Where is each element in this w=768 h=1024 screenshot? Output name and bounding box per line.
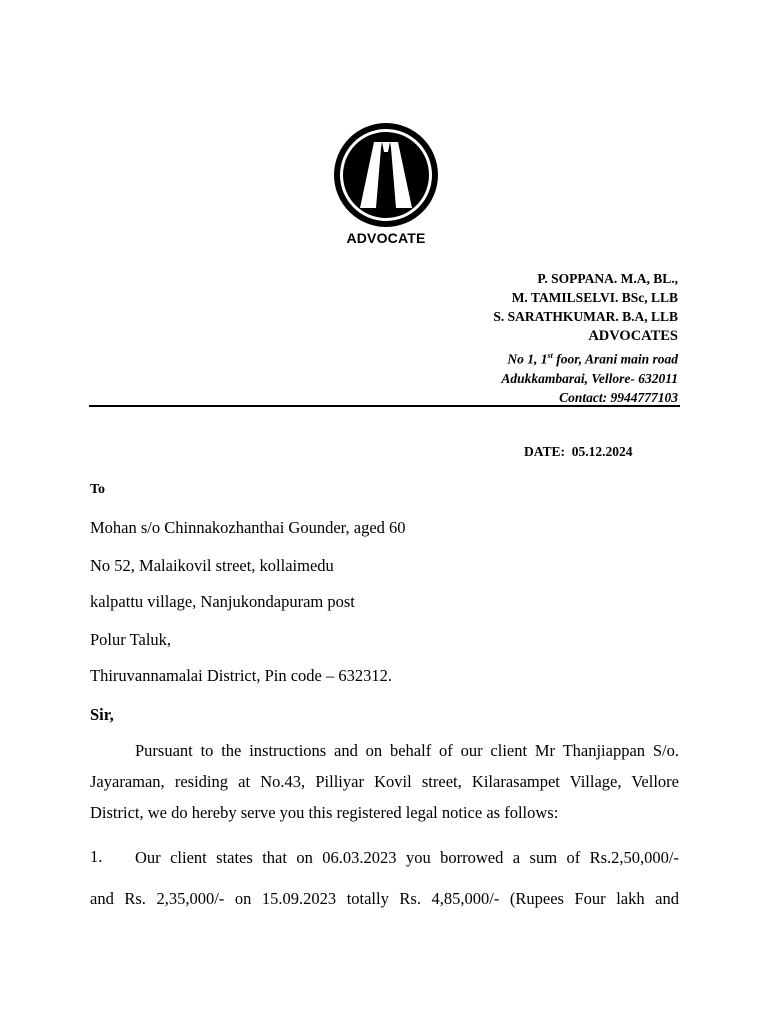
advocate-name-2: M. TAMILSELVI. BSc, LLB xyxy=(511,290,678,306)
recipient-line-5: Thiruvannamalai District, Pin code – 632312. xyxy=(90,666,392,685)
salutation: Sir, xyxy=(90,705,114,724)
intro-line-3: District, we do hereby serve you this registered legal notice as follows: xyxy=(90,803,559,822)
to-label: To xyxy=(90,482,106,497)
point-1-line-2: and Rs. 2,35,000/- on 15.09.2023 totally Rs. 4,85,000/- (Rupees Four lakh and xyxy=(90,889,679,908)
logo-label: ADVOCATE xyxy=(346,230,426,246)
letterhead-divider xyxy=(89,405,680,407)
letterhead xyxy=(493,269,678,407)
recipient-line-1: Mohan s/o Chinnakozhanthai Gounder, aged 60 xyxy=(90,518,406,537)
recipient-line-3: kalpattu village, Nanjukondapuram post xyxy=(90,592,355,611)
date-value: 05.12.2024 xyxy=(571,444,633,459)
advocate-robe-emblem-icon xyxy=(330,122,442,228)
point-1-paragraph xyxy=(90,842,679,914)
advocate-logo xyxy=(330,122,442,252)
point-1-line-1: Our client states that on 06.03.2023 you borrowed a sum of Rs.2,50,000/- xyxy=(135,848,679,867)
intro-line-2: Jayaraman, residing at No.43, Pilliyar Kovil street, Kilarasampet Village, Vellore xyxy=(90,772,679,791)
intro-paragraph xyxy=(90,735,679,828)
address-line-2: Adukkambarai, Vellore- 632011 xyxy=(501,370,678,386)
date-label: DATE: xyxy=(524,444,566,459)
point-1-number: 1. xyxy=(90,847,103,866)
recipient-line-4: Polur Taluk, xyxy=(90,630,172,649)
address-line-1: No 1, 1st foor, Arani main road xyxy=(507,350,678,367)
recipient-line-2: No 52, Malaikovil street, kollaimedu xyxy=(90,556,334,575)
intro-line-1: Pursuant to the instructions and on behalf of our client Mr Thanjiappan S/o. xyxy=(135,741,679,760)
firm-title: ADVOCATES xyxy=(588,327,678,344)
contact-number: Contact: 9944777103 xyxy=(559,389,678,405)
notice-date xyxy=(524,444,633,460)
advocate-name-1: P. SOPPANA. M.A, BL., xyxy=(537,271,678,286)
advocate-name-3: S. SARATHKUMAR. B.A, LLB xyxy=(493,309,678,325)
